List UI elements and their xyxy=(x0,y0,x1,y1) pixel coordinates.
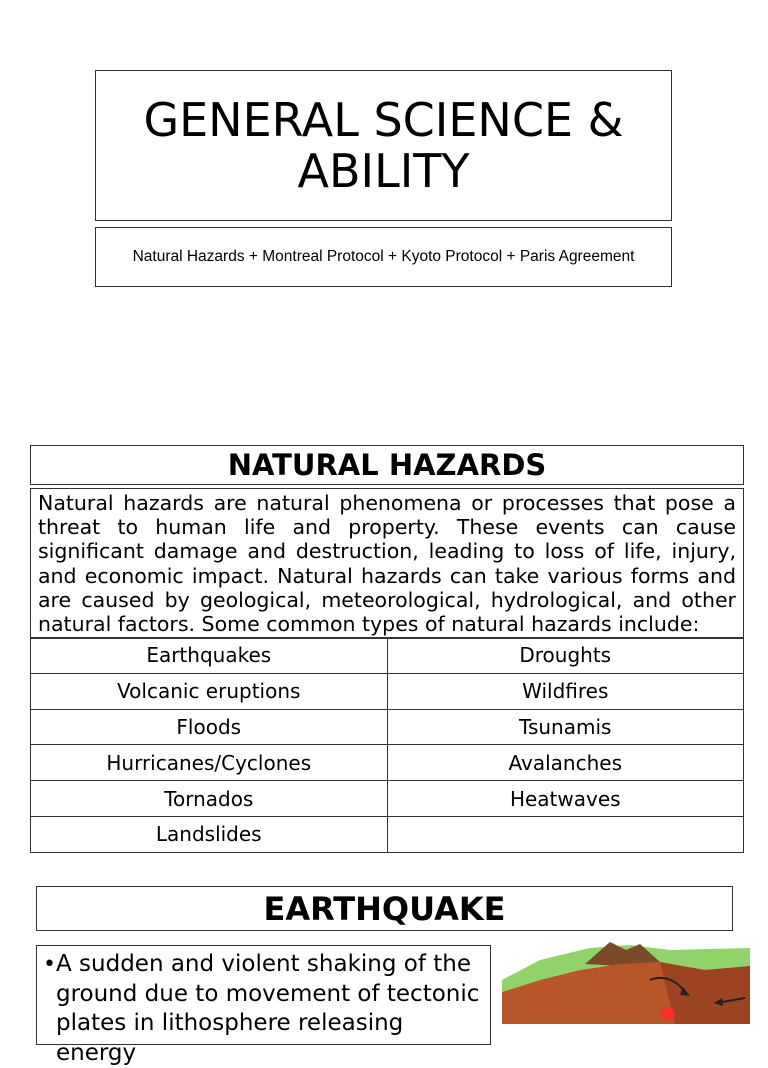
table-cell: Heatwaves xyxy=(387,781,744,817)
table-cell xyxy=(387,816,744,852)
focus-point-icon xyxy=(661,1007,675,1021)
table-cell: Landslides xyxy=(31,816,388,852)
table-cell: Droughts xyxy=(387,638,744,674)
document-subtitle-box xyxy=(95,227,672,287)
table-cell: Earthquakes xyxy=(31,638,388,674)
table-row xyxy=(31,673,744,709)
document-subtitle: Natural Hazards + Montreal Protocol + Kyoto Protocol + Paris Agreement xyxy=(132,248,635,265)
document-title-box xyxy=(95,70,672,221)
document-title: GENERAL SCIENCE & ABILITY xyxy=(143,92,624,198)
natural-hazards-description-box xyxy=(30,488,744,639)
table-cell: Floods xyxy=(31,709,388,745)
bullet-dot-icon: • xyxy=(43,952,56,977)
earthquake-crust-illustration-icon xyxy=(500,940,750,1024)
bullet-item xyxy=(37,946,490,1068)
natural-hazards-heading: NATURAL HAZARDS xyxy=(227,448,547,482)
earthquake-bullet-text: A sudden and violent shaking of the ground due to movement of tectonic plates in lithosphere releasing energy xyxy=(55,951,480,1066)
table-cell: Tornados xyxy=(31,781,388,817)
table-cell: Hurricanes/Cyclones xyxy=(31,745,388,781)
table-row xyxy=(31,781,744,817)
table-row xyxy=(31,709,744,745)
hazards-table xyxy=(30,637,744,853)
table-cell: Wildfires xyxy=(387,673,744,709)
earthquake-bullet-box xyxy=(36,945,491,1066)
natural-hazards-description: Natural hazards are natural phenomena or processes that pose a threat to human life and property. These events can cause significant damage and destruction, leading to loss of life, injury, and economic impact. Natural hazards can take various forms and are caused by geological, meteorological, hydrological, and other natural factors. Some common types of natural hazards include: xyxy=(38,491,736,637)
table-cell: Tsunamis xyxy=(387,709,744,745)
table-row xyxy=(31,745,744,781)
earthquake-heading: EARTHQUAKE xyxy=(263,889,506,928)
table-cell: Volcanic eruptions xyxy=(31,673,388,709)
table-row xyxy=(31,638,744,674)
table-row xyxy=(31,816,744,852)
natural-hazards-heading-box xyxy=(30,445,744,485)
earthquake-heading-box xyxy=(36,886,733,931)
table-cell: Avalanches xyxy=(387,745,744,781)
